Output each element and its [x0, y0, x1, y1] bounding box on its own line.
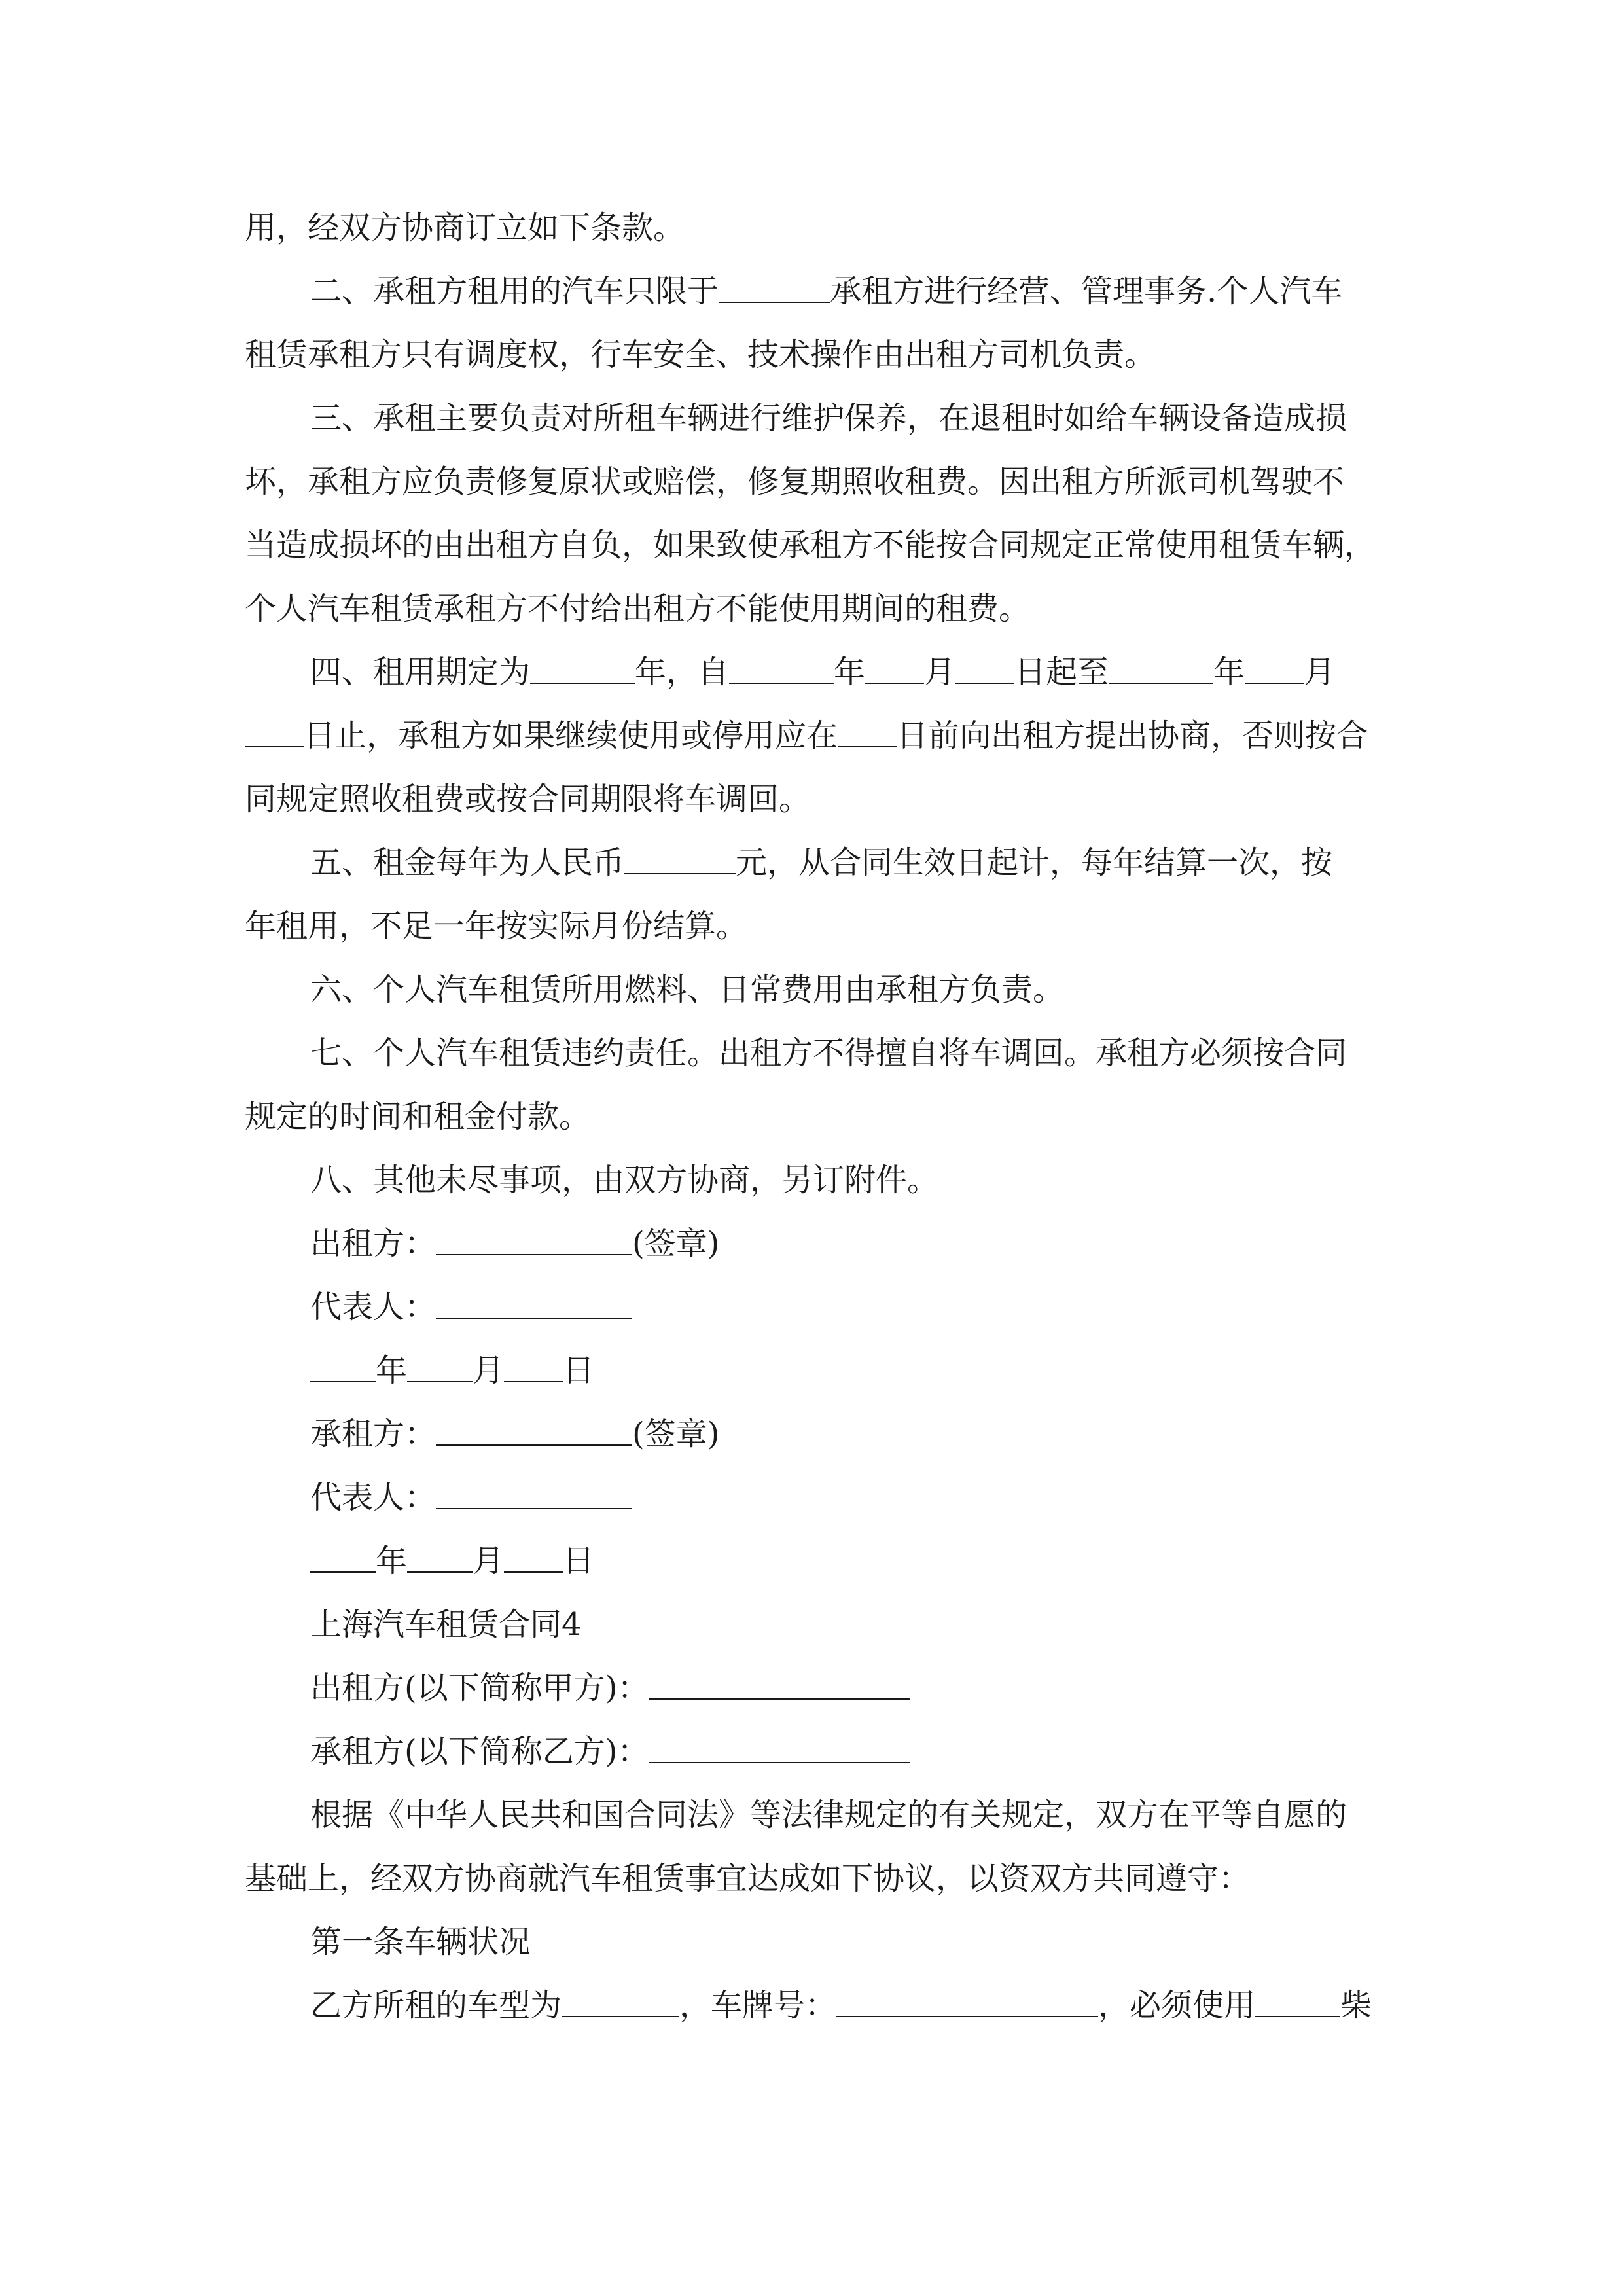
- vehicle-details: 乙方所租的车型为 ，车牌号： ，必须使用 柴: [310, 1987, 1372, 2024]
- blank-field[interactable]: [407, 1541, 473, 1573]
- line-1: 用，经双方协商订立如下条款。: [245, 209, 685, 246]
- blank-field[interactable]: [407, 1351, 473, 1382]
- blank-field[interactable]: [504, 1351, 563, 1382]
- blank-field[interactable]: [436, 1478, 632, 1509]
- blank-field[interactable]: [719, 272, 830, 303]
- document-page: [245, 196, 1378, 2037]
- blank-field[interactable]: [1245, 653, 1304, 684]
- blank-field[interactable]: [245, 716, 304, 747]
- blank-field[interactable]: [838, 716, 897, 747]
- clause-3: 三、承租主要负责对所租车辆进行维护保养，在退租时如给车辆设备造成损 坏，承租方应负责修复原状或赔偿，修复期照收租费。因出租方所派司机驾驶不 当造成损坏的由出租方自负，如果致使承租方不能按合同规定正常使用租赁车辆， 个人汽车租赁承租方不付给出租方不能使用期间的租费。: [245, 400, 1376, 627]
- blank-field[interactable]: [865, 653, 924, 684]
- blank-field[interactable]: [649, 1668, 910, 1700]
- lessor-representative: 代表人：: [245, 1276, 1378, 1339]
- blank-field[interactable]: [955, 653, 1014, 684]
- lessor-signature: 出租方： (签章): [310, 1225, 720, 1262]
- blank-field[interactable]: [624, 843, 736, 874]
- blank-field[interactable]: [436, 1287, 632, 1319]
- lessee-representative: 代表人：: [245, 1466, 1378, 1530]
- blank-field[interactable]: [436, 1224, 632, 1255]
- lessee-signature: 承租方： (签章): [310, 1416, 720, 1452]
- clause-6: 六、个人汽车租赁所用燃料、日常费用由承租方负责。: [310, 971, 1065, 1008]
- clause-5: 五、租金每年为人民币 元，从合同生效日起计，每年结算一次，按 年租用，不足一年按实际月份结算。: [245, 844, 1333, 944]
- blank-field[interactable]: [504, 1541, 563, 1573]
- blank-field[interactable]: [310, 1541, 376, 1573]
- blank-field[interactable]: [649, 1732, 910, 1763]
- blank-field[interactable]: [310, 1351, 376, 1382]
- party-a-line: 出租方(以下简称甲方)：: [245, 1657, 1378, 1720]
- preamble: 根据《中华人民共和国合同法》等法律规定的有关规定，双方在平等自愿的 基础上，经双方协商就汽车租赁事宜达成如下协议，以资双方共同遵守：: [245, 1797, 1347, 1897]
- blank-field[interactable]: [562, 1986, 679, 2017]
- blank-field[interactable]: [1109, 653, 1213, 684]
- article-1-heading: 第一条车辆状况: [310, 1924, 531, 1960]
- clause-8: 八、其他未尽事项，由双方协商，另订附件。: [310, 1162, 939, 1198]
- contract-4-title: 上海汽车租赁合同4: [310, 1606, 582, 1643]
- blank-field[interactable]: [1255, 1986, 1340, 2017]
- clause-4: 四、租用期定为 年，自 年 月 日起至 年 月 日止，承租方如果继续使用或停用应在 日前向出租方提出协商，否则按合 同规定照收租费或按合同期限将车调回。: [245, 654, 1368, 817]
- clause-7: 七、个人汽车租赁违约责任。出租方不得擅自将车调回。承租方必须按合同 规定的时间和租金付款。: [245, 1035, 1347, 1135]
- blank-field[interactable]: [729, 653, 834, 684]
- blank-field[interactable]: [836, 1986, 1098, 2017]
- blank-field[interactable]: [530, 653, 635, 684]
- lessee-date: 年 月 日: [245, 1530, 1378, 1593]
- lessor-date: 年 月 日: [245, 1339, 1378, 1403]
- party-b-line: 承租方(以下简称乙方)：: [245, 1720, 1378, 1784]
- clause-2: 二、承租方租用的汽车只限于 承租方进行经营、管理事务.个人汽车 租赁承租方只有调度权，行车安全、技术操作由出租方司机负责。: [245, 273, 1343, 373]
- blank-field[interactable]: [436, 1414, 632, 1446]
